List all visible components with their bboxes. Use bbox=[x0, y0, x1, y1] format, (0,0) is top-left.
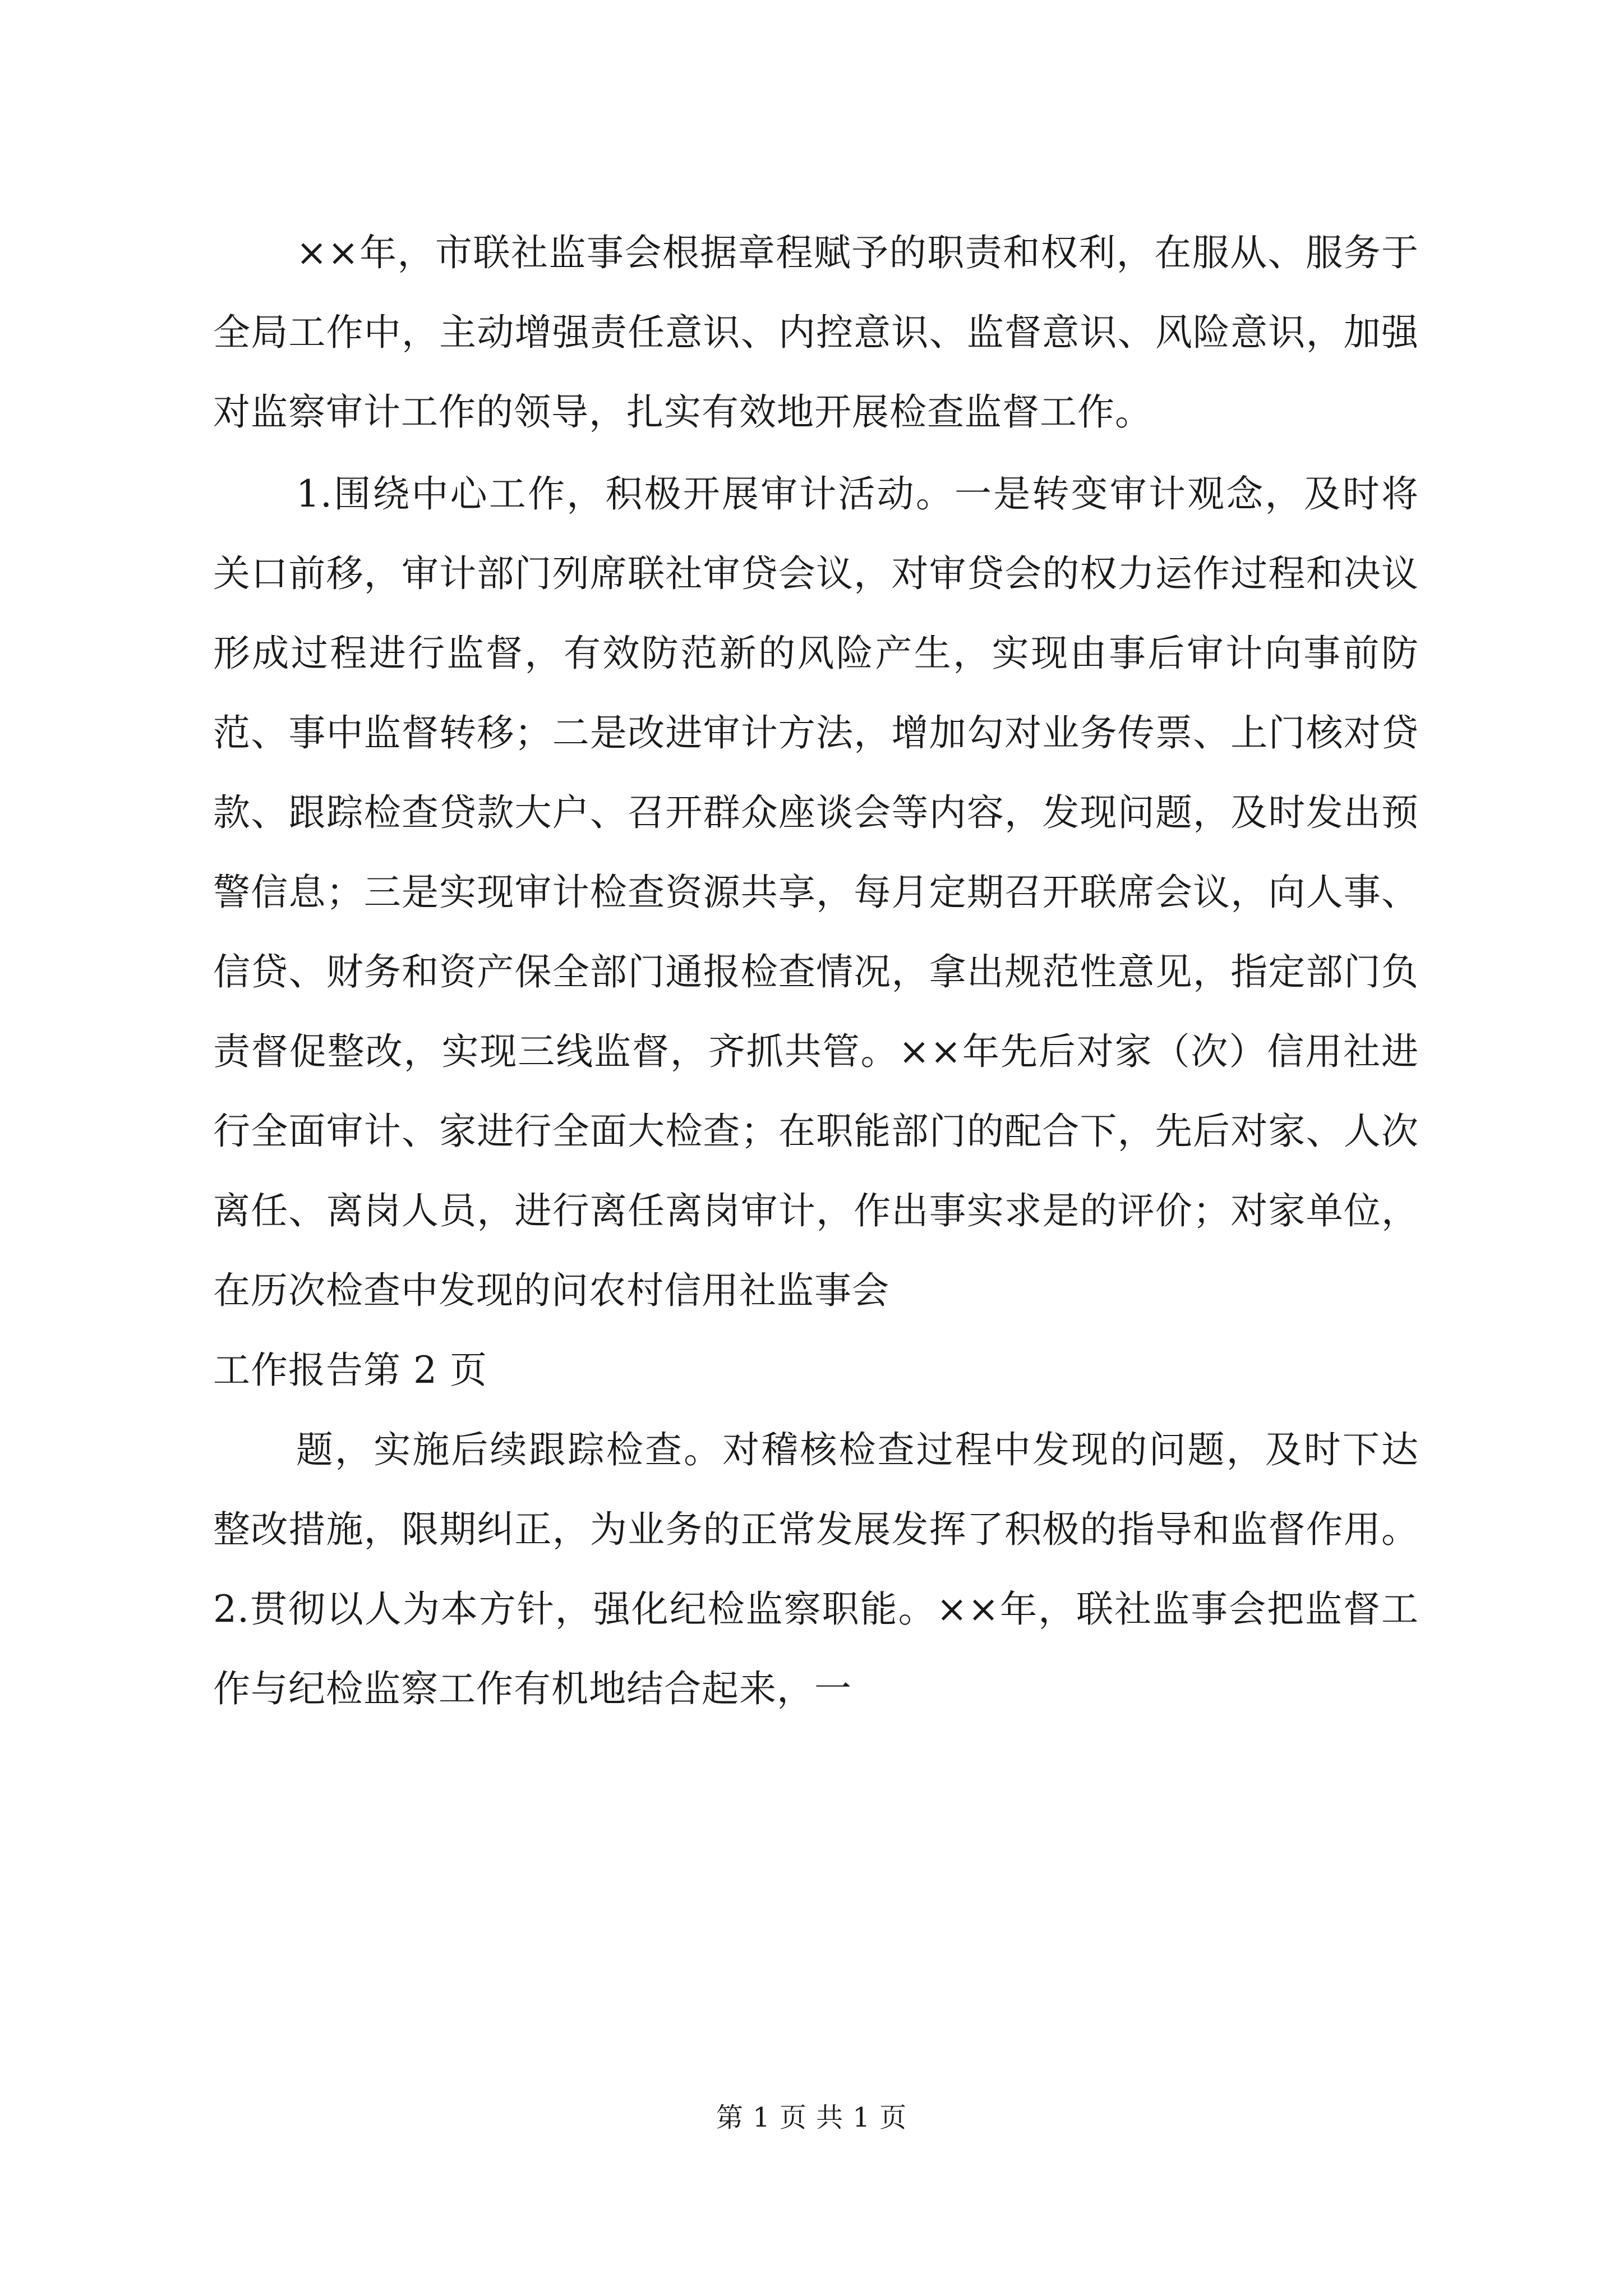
page-continuation-marker: 工作报告第 2 页 bbox=[213, 1349, 487, 1392]
page-footer: 第 1 页 共 1 页 bbox=[716, 2102, 907, 2133]
paragraph-intro: ××年，市联社监事会根据章程赋予的职责和权利，在服从、服务于全局工作中，主动增强责任意识、内控意识、监督意识、风险意识，加强对监察审计工作的领导，扎实有效地开展检查监督工作。 bbox=[213, 231, 1419, 434]
paragraph-follow-up: 题，实施后续跟踪检查。对稽核检查过程中发现的问题，及时下达整改措施，限期纠正，为业务的正常发展发挥了积极的指导和监督作用。2.贯彻以人为本方针，强化纪检监察职能。××年，联社监事会把监督工作与纪检监察工作有机地结合起来，一 bbox=[213, 1428, 1419, 1710]
paragraph-audit-activities: 1.围绕中心工作，积极开展审计活动。一是转变审计观念，及时将关口前移，审计部门列席联社审贷会议，对审贷会的权力运作过程和决议形成过程进行监督，有效防范新的风险产生，实现由事后审计向事前防范、事中监督转移；二是改进审计方法，增加勾对业务传票、上门核对贷款、跟踪检查贷款大户、召开群众座谈会等内容，发现问题，及时发出预警信息；三是实现审计检查资源共享，每月定期召开联席会议，向人事、信贷、财务和资产保全部门通报检查情况，拿出规范性意见，指定部门负责督促整改，实现三线监督，齐抓共管。××年先后对家（次）信用社进行全面审计、家进行全面大检查；在职能部门的配合下，先后对家、人次离任、离岗人员，进行离任离岗审计，作出事实求是的评价；对家单位，在历次检查中发现的问农村信用社监事会 bbox=[213, 472, 1419, 1312]
document-body bbox=[213, 213, 1419, 1729]
